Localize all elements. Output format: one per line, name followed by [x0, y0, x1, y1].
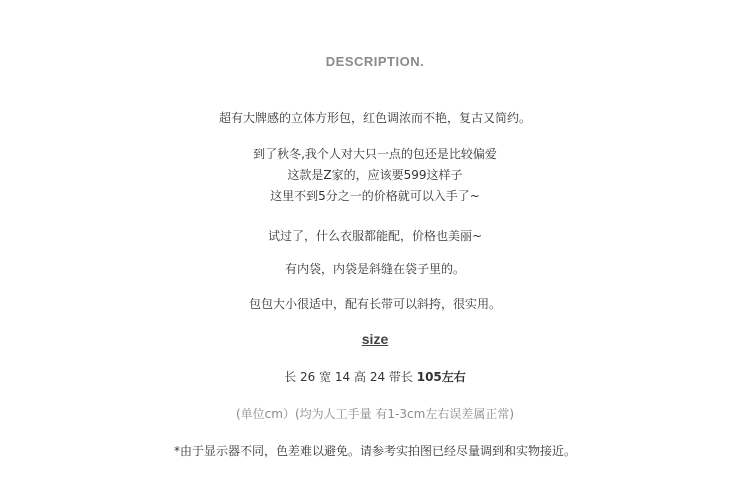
description-line: 包包大小很适中，配有长带可以斜挎，很实用。 [248, 297, 501, 311]
size-unit-note: (单位cm）(均为人工手量 有1-3cm左右误差属正常) [235, 407, 515, 421]
size-title: size [361, 331, 389, 347]
description-heading: DESCRIPTION. [325, 54, 425, 69]
strap-length-value: 105左右 [416, 370, 466, 384]
description-line: 这里不到5分之一的价格就可以入手了~ [270, 189, 480, 203]
description-line: 这款是Z家的，应该要599这样子 [287, 168, 463, 182]
description-line: 超有大牌感的立体方形包，红色调浓而不艳，复古又简约。 [218, 111, 531, 125]
color-disclaimer: *由于显示器不同，色差难以避免。请参考实拍图已经尽量调到和实物接近。 [173, 444, 576, 458]
size-dimensions-text: 长 26 宽 14 高 24 带长 [284, 370, 413, 384]
description-line: 到了秋冬,我个人对大只一点的包还是比较偏爱 [253, 147, 497, 161]
size-dimensions [0, 369, 750, 385]
description-line: 有内袋，内袋是斜缝在袋子里的。 [284, 262, 465, 276]
description-line: 试过了，什么衣服都能配，价格也美丽~ [267, 229, 483, 243]
